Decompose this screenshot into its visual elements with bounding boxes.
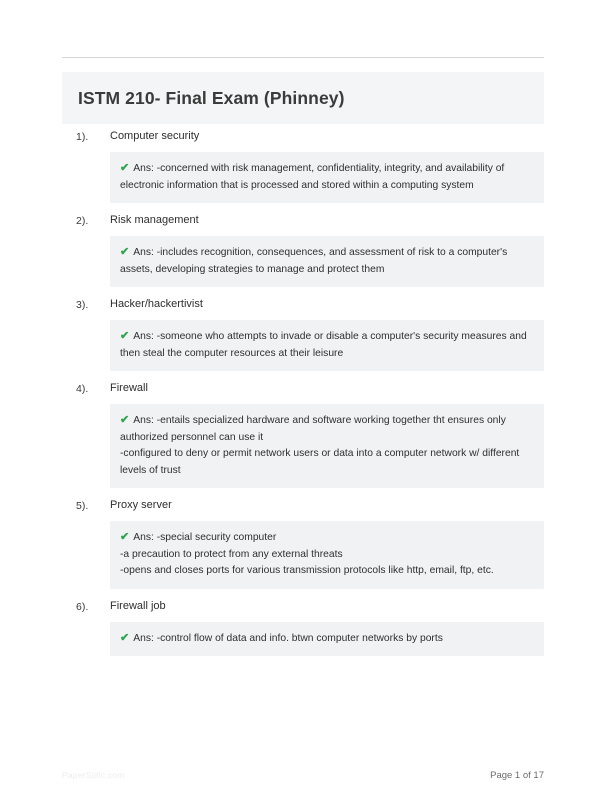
question-text: Proxy server [110, 499, 172, 511]
answer-text: -entails specialized hardware and software working together tht ensures only authorized personnel can use it [120, 415, 506, 443]
question-number: 4). [76, 383, 89, 395]
answer-text: -configured to deny or permit network users or data into a computer network w/ different levels of trust [120, 448, 520, 476]
answer-line [120, 446, 534, 479]
qa-item [62, 499, 544, 589]
answer-text: -special security computer [156, 532, 277, 543]
qa-item [62, 298, 544, 371]
answer-box [110, 521, 544, 589]
answer-prefix: Ans: [133, 415, 154, 426]
answer-line [120, 529, 534, 547]
answer-text: -someone who attempts to invade or disable a computer's security measures and then steal the computer resources at their leisure [120, 331, 527, 359]
answer-prefix: Ans: [133, 247, 154, 258]
header-divider [62, 57, 544, 58]
page-footer [0, 770, 606, 790]
question-number: 3). [76, 299, 89, 311]
answer-line [120, 630, 534, 648]
qa-list [62, 130, 544, 667]
check-icon: ✔ [120, 631, 130, 644]
answer-line [120, 328, 534, 362]
answer-box [110, 152, 544, 203]
answer-text: -opens and closes ports for various transmission protocols like http, email, ftp, etc. [120, 565, 494, 576]
watermark: PaperStitic.com [62, 770, 125, 780]
question-number: 1). [76, 131, 89, 143]
question-row [62, 130, 544, 143]
qa-item [62, 214, 544, 287]
check-icon: ✔ [120, 162, 130, 174]
document-title-band [62, 72, 544, 124]
answer-prefix: Ans: [133, 532, 154, 543]
answer-prefix: Ans: [133, 331, 154, 342]
answer-line [120, 160, 534, 194]
page-number: Page 1 of 17 [490, 770, 544, 781]
answer-line [120, 244, 534, 278]
question-row [62, 382, 544, 395]
answer-prefix: Ans: [133, 632, 154, 644]
question-number: 5). [76, 500, 89, 512]
answer-box [110, 622, 544, 657]
question-row [62, 499, 544, 512]
check-icon: ✔ [120, 330, 130, 342]
check-icon: ✔ [120, 246, 130, 258]
answer-line [120, 563, 534, 580]
check-icon: ✔ [120, 531, 130, 543]
qa-item [62, 600, 544, 657]
answer-text: -control flow of data and info. btwn computer networks by ports [156, 632, 443, 644]
qa-item [62, 382, 544, 488]
question-row [62, 298, 544, 311]
page-title: ISTM 210- Final Exam (Phinney) [78, 87, 345, 108]
question-row [62, 600, 544, 613]
question-text: Firewall [110, 382, 148, 394]
answer-box [110, 404, 544, 488]
answer-text: -includes recognition, consequences, and assessment of risk to a computer's assets, developing strategies to manage and protect them [120, 247, 508, 275]
question-text: Hacker/hackertivist [110, 298, 203, 310]
question-text: Computer security [110, 130, 200, 142]
answer-box [110, 236, 544, 287]
check-icon: ✔ [120, 414, 130, 426]
answer-text: -a precaution to protect from any external threats [120, 548, 343, 560]
question-text: Firewall job [110, 599, 166, 612]
answer-line [120, 547, 534, 564]
question-text: Risk management [110, 214, 199, 226]
answer-box [110, 320, 544, 371]
question-number: 6). [76, 600, 89, 613]
answer-prefix: Ans: [133, 163, 154, 174]
qa-item [62, 130, 544, 203]
question-row [62, 214, 544, 227]
answer-line [120, 412, 534, 446]
question-number: 2). [76, 215, 89, 227]
answer-text: -concerned with risk management, confidentiality, integrity, and availability of electronic information that is processed and stored within a computing system [120, 163, 505, 191]
